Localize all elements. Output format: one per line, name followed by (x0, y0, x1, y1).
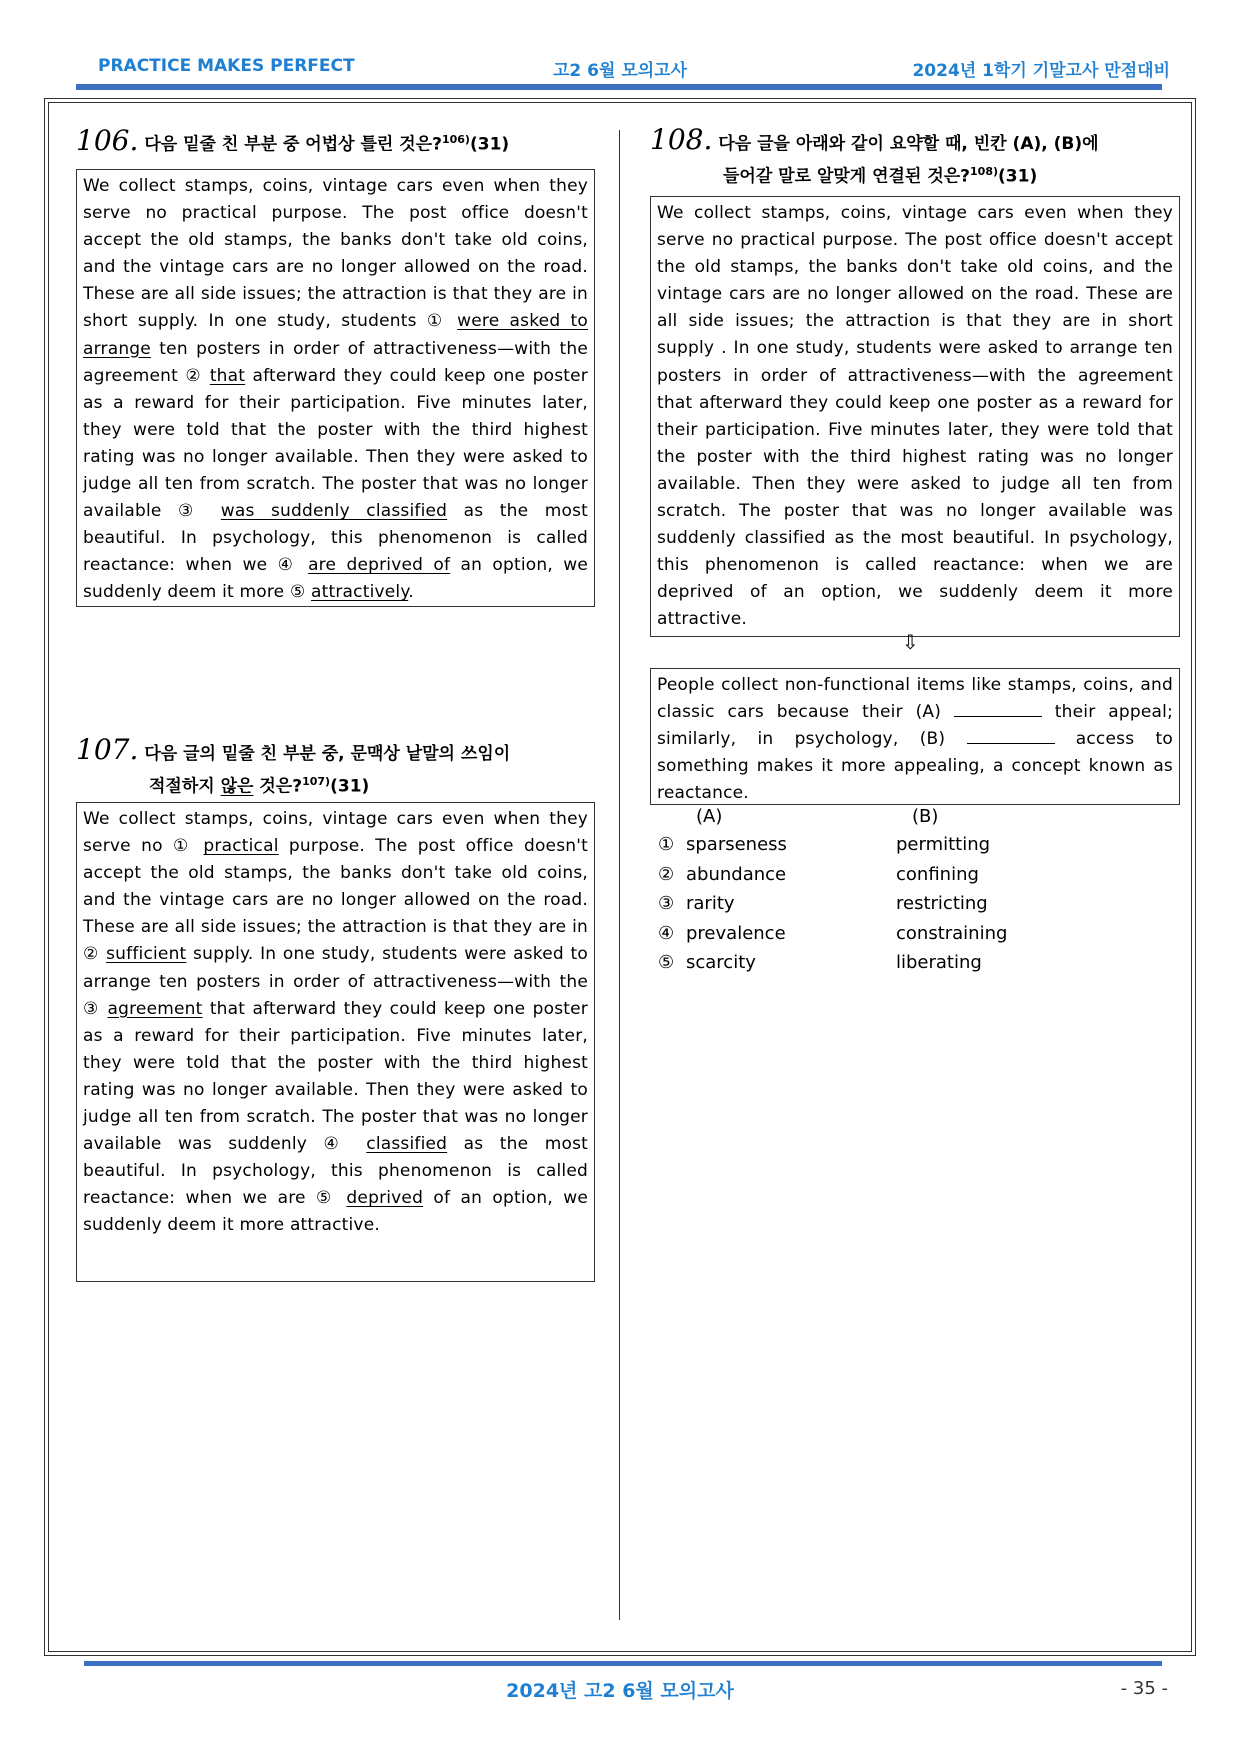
footer-rule (84, 1661, 1162, 1666)
column-divider (619, 130, 620, 1620)
choice-b: liberating (896, 952, 982, 973)
choice-marker: ① (426, 311, 447, 332)
choice-number: ③ (658, 893, 675, 914)
choice-a: sparseness (686, 834, 787, 855)
choice-marker: ⑤ (289, 582, 306, 603)
q106-passage-box (76, 169, 595, 607)
q108-passage-box (650, 196, 1180, 637)
col-b-label: (B) (912, 806, 939, 827)
q108-heading: 108. 다음 글을 아래와 같이 요약할 때, 빈칸 (A), (B)에 들어갈 말로 알맞게 연결된 것은?$^{108)}$(31) (650, 123, 1099, 187)
footer-title: 2024년 고2 6월 모의고사 (506, 1680, 734, 1702)
q107-heading: 107. 다음 글의 밑줄 친 부분 중, 문맥상 낱말의 쓰임이 적절하지 않은 것은?$^{107)}$(31) (76, 733, 511, 797)
q107-passage-box (76, 802, 595, 1282)
underlined-word: deprived (346, 1188, 424, 1209)
choice-a: prevalence (686, 922, 786, 944)
q108-summary: People collect non-functional items like stamps, coins, and classic cars because their (A) their appeal; similarly, in psychology, (B) access to something makes it more appealing, a concept known as reactance. (657, 675, 1173, 804)
choice-number: ⑤ (658, 952, 675, 973)
choice-number: ② (658, 863, 675, 885)
q108-code: (31) (998, 166, 1038, 187)
choice-marker: ② (185, 365, 203, 386)
q108-summary-box (650, 668, 1180, 805)
q107-number: 107. (76, 733, 139, 766)
q107-passage: We collect stamps, coins, vintage cars even when they serve no ① practical purpose. The post office doesn't accept the old stamps, the banks don't take old coins, and the vintage cars are no longer allowed on the road. These are all side issues; the attraction is that they are in ② sufficient supply. In one study, students were asked to arrange ten posters in order of attractiveness—with the ③ agreement that afterward they could keep one poster as a reward for their participation. Five minutes later, they were told that the poster with the third highest rating was no longer available. Then they were asked to judge all ten from scratch. The poster that was no longer available was suddenly ④ classified as the most beautiful. In psychology, this phenomenon is called reactance: when we are ⑤ deprived of an option, we suddenly deem it more attractive. (83, 809, 588, 1236)
choice-marker: ④ (277, 555, 298, 576)
underlined-phrase: that (209, 365, 246, 386)
underlined-word: practical (203, 836, 279, 857)
underlined-phrase: was suddenly classified (220, 501, 448, 522)
header-rule (76, 84, 1162, 90)
q106-number: 106. (76, 123, 139, 157)
q107-code: (31) (330, 776, 370, 797)
q106-heading (76, 123, 596, 159)
choice-number: ① (658, 834, 675, 855)
choice-b: confining (896, 863, 979, 885)
down-arrow-icon: ⇩ (902, 630, 919, 654)
header-left-title: PRACTICE MAKES PERFECT (98, 56, 355, 76)
choice-a: abundance (686, 863, 787, 885)
choice-b: restricting (896, 893, 988, 914)
q106-passage: We collect stamps, coins, vintage cars even when they serve no practical purpose. The post office doesn't accept the old stamps, the banks don't take old coins, and the vintage cars are no longer allowed on the road. These are all side issues; the attraction is that they are in short supply. In one study, students ① were asked to arrange ten posters in order of attractiveness—with the agreement ② that afterward they could keep one poster as a reward for their participation. Five minutes later, they were told that the poster with the third highest rating was no longer available. Then they were asked to judge all ten from scratch. The poster that was no longer available ③ was suddenly classified as the most beautiful. In psychology, this phenomenon is called reactance: when we ④ are deprived of an option, we suddenly deem it more ⑤ attractively. (83, 176, 589, 603)
blank-a (954, 702, 1042, 717)
choice-marker: ③ (83, 998, 101, 1019)
q108-footnote: 108) (970, 165, 999, 178)
choice-a: rarity (686, 893, 735, 914)
q107-emphasis: 않은 (220, 776, 254, 797)
underlined-word: sufficient (106, 944, 187, 965)
underlined-phrase: attractively (311, 582, 409, 603)
choice-marker: ① (172, 836, 194, 857)
header-center-title: 고2 6월 모의고사 (552, 61, 688, 81)
header-right-title: 2024년 1학기 기말고사 만점대비 (912, 61, 1170, 81)
q106-prompt: 다음 밑줄 친 부분 중 어법상 틀린 것은? (144, 134, 442, 155)
choice-marker: ② (83, 944, 100, 965)
underlined-phrase: were asked to arrange (83, 311, 588, 359)
choice-number: ④ (658, 922, 675, 944)
col-a-label: (A) (696, 806, 723, 827)
q108-prompt-line1: 다음 글을 아래와 같이 요약할 때, 빈칸 (A), (B)에 (718, 134, 1099, 154)
q108-number: 108. (650, 123, 713, 156)
q107-prompt-line1: 다음 글의 밑줄 친 부분 중, 문맥상 낱말의 쓰임이 (144, 744, 511, 764)
choice-marker: ③ (178, 501, 205, 522)
choice-b: permitting (896, 834, 991, 855)
q106-footnote: 106) (441, 133, 470, 146)
q107-footnote: 107) (302, 775, 331, 788)
underlined-phrase: are deprived of (308, 555, 451, 576)
choice-b: constraining (896, 922, 1008, 944)
underlined-word: agreement (107, 998, 203, 1019)
page-number: - 35 - (1120, 1678, 1168, 1699)
q108-passage: We collect stamps, coins, vintage cars even when they serve no practical purpose. The post office doesn't accept the old stamps, the banks don't take old coins, and the vintage cars are no longer allowed on the road. These are all side issues; the attraction is that they are in short supply . In one study, students were asked to arrange ten posters in order of attractiveness—with the agreement that afterward they could keep one poster as a reward for their participation. Five minutes later, they were told that the poster with the third highest rating was no longer available. Then they were asked to judge all ten from scratch. The poster that was no longer available was suddenly classified as the most beautiful. In psychology, this phenomenon is called reactance: when we are deprived of an option, we suddenly deem it more attractive. (657, 203, 1173, 630)
q106-code: (31) (469, 134, 510, 155)
choice-marker: ⑤ (315, 1188, 337, 1209)
underlined-word: classified (366, 1134, 448, 1155)
blank-b (967, 729, 1055, 744)
choice-a: scarcity (686, 952, 756, 973)
choice-marker: ④ (323, 1134, 350, 1155)
